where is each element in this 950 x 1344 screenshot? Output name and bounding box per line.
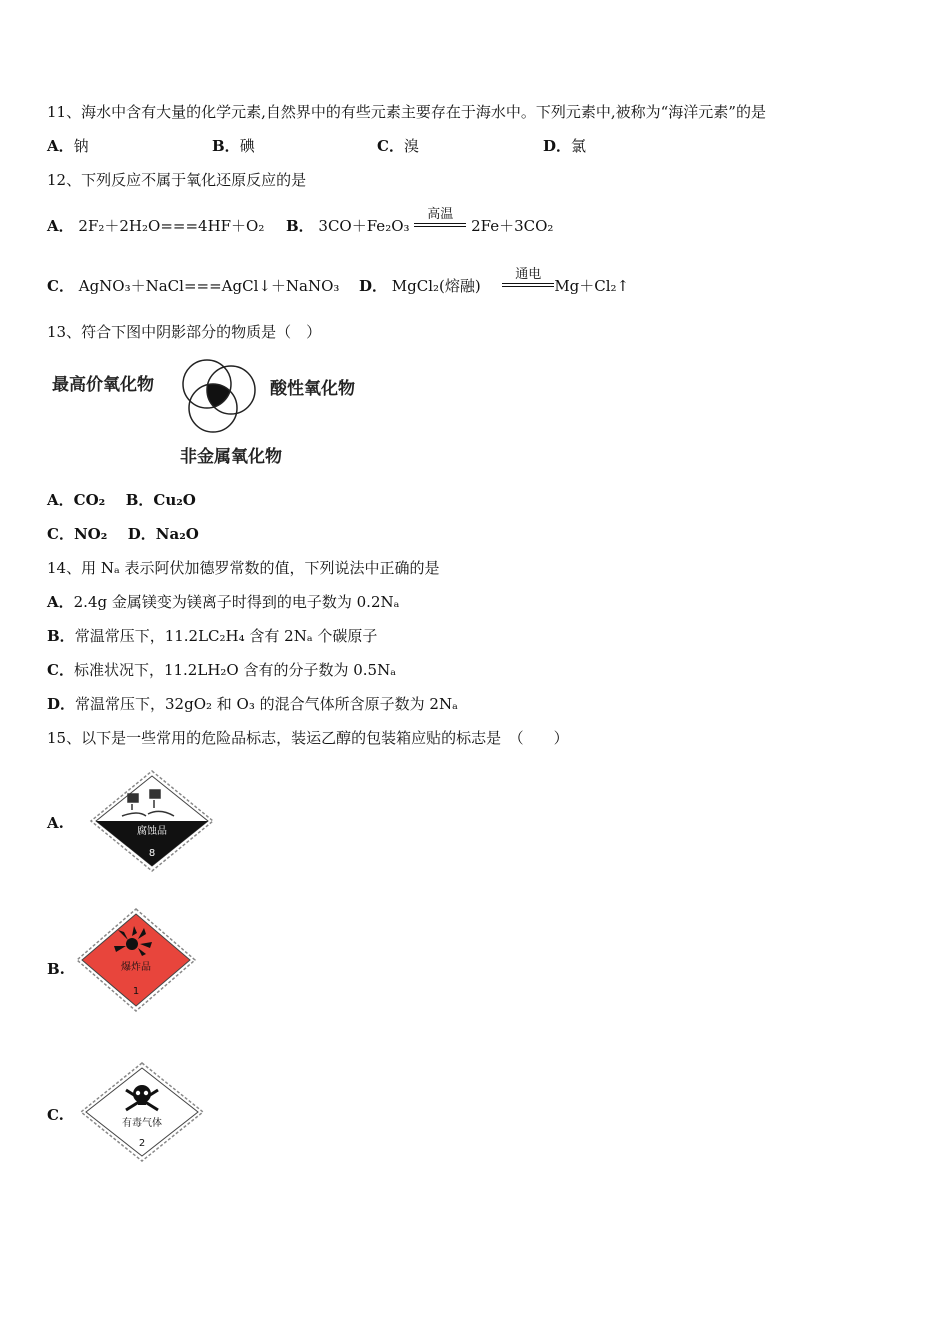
q14-option-c[interactable] xyxy=(47,660,396,680)
condition-label: 通电 xyxy=(515,267,542,282)
q12-row-cd xyxy=(47,267,630,297)
q12-b-letter[interactable]: B． xyxy=(285,217,314,235)
option-text: 碘 xyxy=(239,137,255,155)
equals-bar-bottom xyxy=(502,286,554,287)
q12-d-right: Mg＋Cl₂↑ xyxy=(554,277,630,295)
q12-c-equation: AgNO₃＋NaCl===AgCl↓＋NaNO₃ xyxy=(78,277,340,295)
q13-stem: 13、符合下图中阴影部分的物质是（ ） xyxy=(47,323,322,341)
q12-d-left: MgCl₂(熔融) xyxy=(391,277,481,295)
q12-b-right: 2Fe＋3CO₂ xyxy=(471,217,554,235)
q14-option-a[interactable] xyxy=(47,592,399,612)
sign-number: 2 xyxy=(138,1138,146,1149)
sign-number: 8 xyxy=(148,848,156,859)
option-letter: B． xyxy=(212,137,240,155)
option-letter: D． xyxy=(47,695,76,713)
q12-stem: 12、下列反应不属于氧化还原反应的是 xyxy=(47,171,307,189)
sign-label: 爆炸品 xyxy=(121,962,151,973)
option-letter: D． xyxy=(127,525,156,543)
option-letter: C． xyxy=(377,137,404,155)
q12-a-letter[interactable]: A． xyxy=(47,217,74,235)
option-text: 钠 xyxy=(73,137,89,155)
option-text: 常温常压下，11.2LC₂H₄ 含有 2Nₐ 个碳原子 xyxy=(74,627,378,645)
condition-label: 高温 xyxy=(427,207,454,222)
option-letter: B． xyxy=(125,491,154,509)
explosive-sign[interactable] xyxy=(74,906,198,1014)
corrosive-sign[interactable] xyxy=(88,768,216,874)
venn-label-highest-oxide: 最高价氧化物 xyxy=(52,375,154,395)
option-text: CO₂ xyxy=(73,491,106,509)
toxic-gas-sign[interactable] xyxy=(78,1060,206,1164)
equals-bar-top xyxy=(502,283,554,284)
q15-option-b-letter[interactable]: B. xyxy=(47,960,65,978)
q13-option-a[interactable] xyxy=(47,491,105,509)
equals-bar-bottom xyxy=(414,226,466,227)
q15-option-a-letter[interactable]: A. xyxy=(47,814,64,832)
option-text: 标准状况下，11.2LH₂O 含有的分子数为 0.5Nₐ xyxy=(73,661,397,679)
option-letter: C． xyxy=(47,661,74,679)
q12-a-equation: 2F₂＋2H₂O===4HF＋O₂ xyxy=(78,217,265,235)
q13-option-d[interactable] xyxy=(128,525,199,543)
venn-circles xyxy=(175,356,265,440)
q11-option-c[interactable] xyxy=(377,136,419,156)
option-letter: D． xyxy=(543,137,572,155)
q12-row-ab xyxy=(47,207,554,237)
q13-option-b[interactable] xyxy=(126,491,196,509)
q12-c-letter[interactable]: C． xyxy=(47,277,74,295)
option-text: Na₂O xyxy=(155,525,199,543)
q14-option-b[interactable] xyxy=(47,626,377,646)
option-text: NO₂ xyxy=(73,525,108,543)
option-letter: A． xyxy=(47,593,74,611)
q12-b-condition-arrow xyxy=(414,207,466,237)
option-letter: B． xyxy=(47,627,75,645)
q11-option-d[interactable] xyxy=(543,136,586,156)
q14-stem: 14、用 Nₐ 表示阿伏加德罗常数的值，下列说法中正确的是 xyxy=(47,559,440,577)
q13-option-c[interactable] xyxy=(47,525,107,543)
q15-option-c-letter[interactable]: C. xyxy=(47,1106,64,1124)
equals-bar-top xyxy=(414,223,466,224)
venn-label-nonmetal-oxide: 非金属氧化物 xyxy=(180,447,282,467)
option-text: Cu₂O xyxy=(153,491,196,509)
q13-row-cd xyxy=(47,524,199,544)
sign-label: 有毒气体 xyxy=(122,1118,162,1129)
option-text: 溴 xyxy=(403,137,419,155)
sign-label: 腐蚀品 xyxy=(137,826,167,837)
venn-label-acidic-oxide: 酸性氧化物 xyxy=(270,379,355,399)
option-text: 2.4g 金属镁变为镁离子时得到的电子数为 0.2Nₐ xyxy=(73,593,400,611)
q14-option-d[interactable] xyxy=(47,694,458,714)
q12-b-left: 3CO＋Fe₂O₃ xyxy=(318,217,410,235)
q12-d-letter[interactable]: D． xyxy=(359,277,388,295)
sign-number: 1 xyxy=(132,986,140,997)
q15-stem: 15、以下是一些常用的危险品标志，装运乙醇的包装箱应贴的标志是 （ ） xyxy=(47,729,569,747)
q11-stem: 11、海水中含有大量的化学元素,自然界中的有些元素主要存在于海水中。下列元素中,被称为“海洋元素”的是 xyxy=(47,103,766,121)
option-letter: C． xyxy=(47,525,74,543)
venn-diagram xyxy=(40,352,380,472)
q11-option-a[interactable] xyxy=(47,136,89,156)
q13-row-ab xyxy=(47,490,196,510)
q12-d-condition-arrow xyxy=(502,267,554,297)
q11-option-b[interactable] xyxy=(212,136,255,156)
option-text: 常温常压下，32gO₂ 和 O₃ 的混合气体所含原子数为 2Nₐ xyxy=(75,695,458,713)
option-text: 氯 xyxy=(571,137,587,155)
option-letter: A． xyxy=(47,137,74,155)
option-letter: A． xyxy=(47,491,74,509)
